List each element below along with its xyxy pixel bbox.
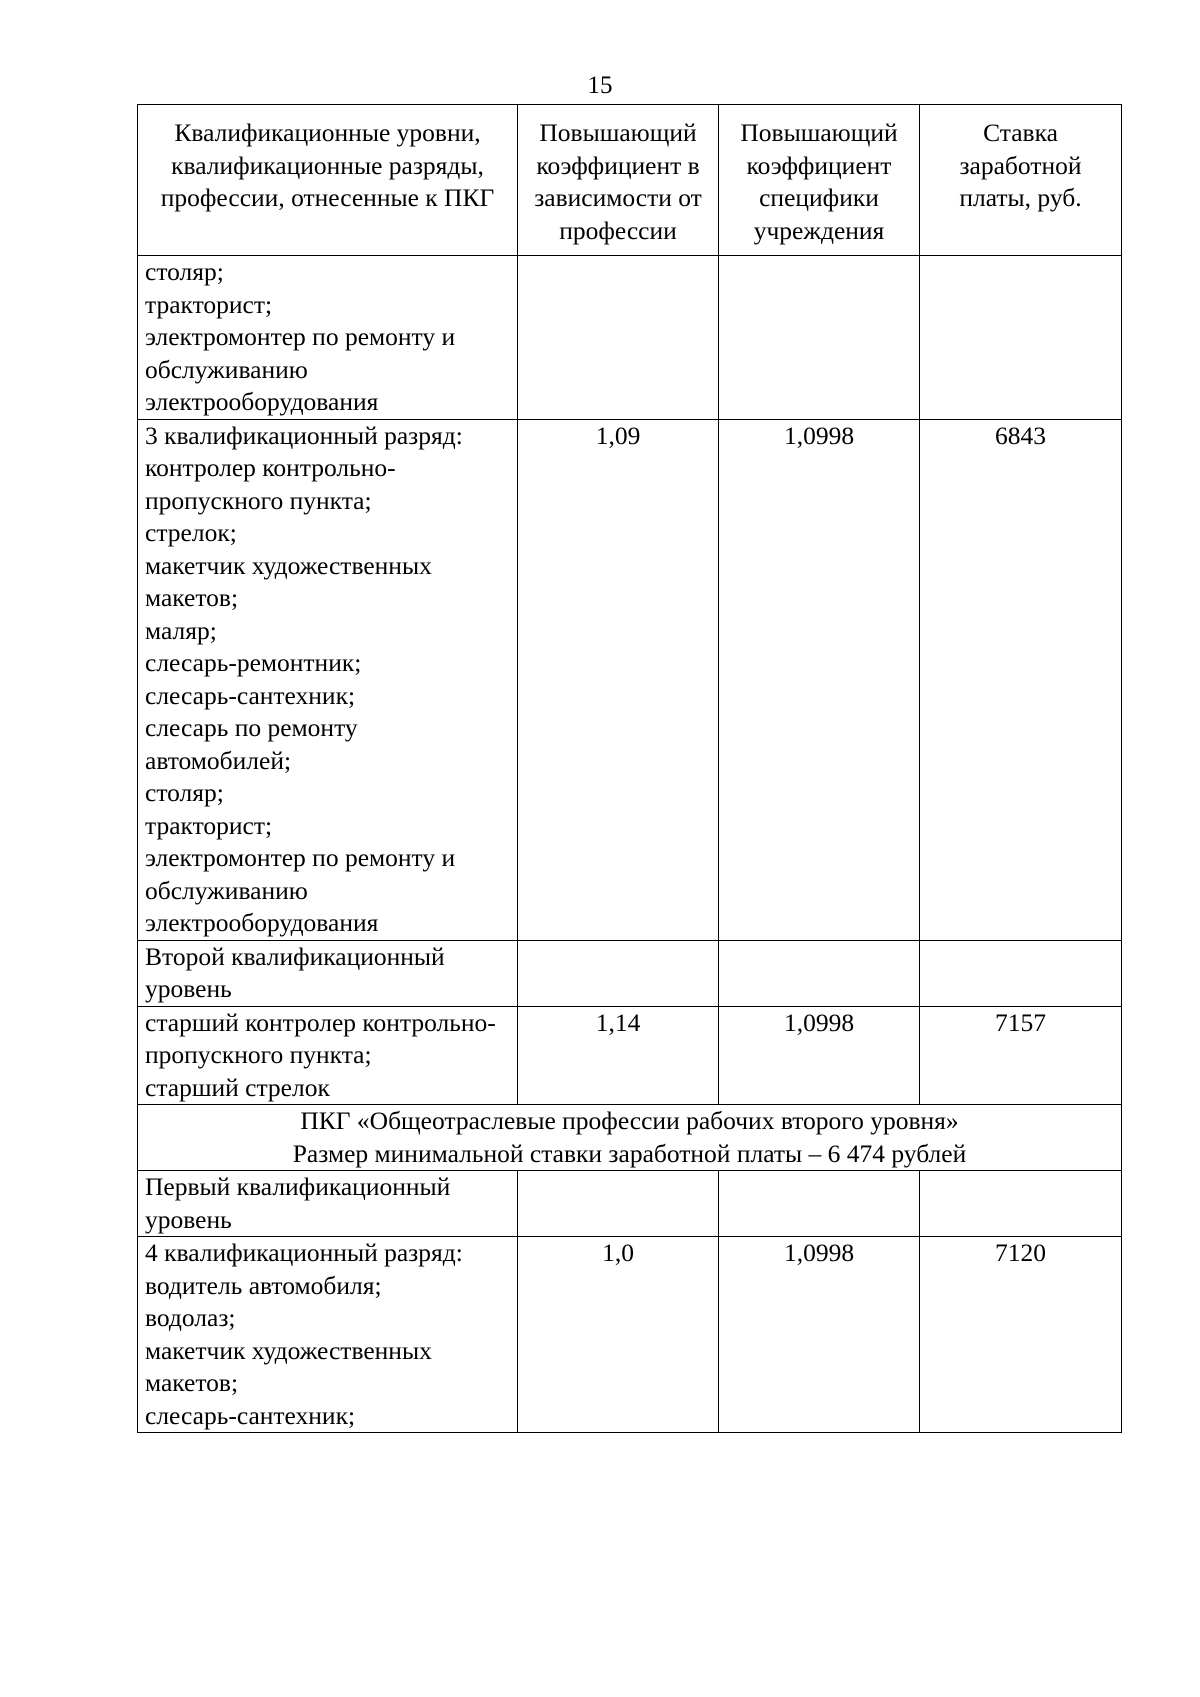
salary-rate-cell: 7120 — [920, 1237, 1122, 1433]
profession-line: макетчик художественных макетов; — [145, 550, 432, 612]
qualification-level-cell — [138, 940, 518, 1006]
salary-rate-cell: 6843 — [920, 419, 1122, 940]
table-row — [138, 256, 1122, 420]
table-row — [138, 1237, 1122, 1433]
profession-line: тракторист; — [145, 810, 273, 840]
section-row — [138, 1105, 1122, 1171]
profession-cell — [138, 256, 518, 420]
salary-rate-cell: 7157 — [920, 1006, 1122, 1105]
profession-line: электромонтер по ремонту и обслуживанию электрооборудования — [145, 843, 456, 937]
profession-line: водитель автомобиля; — [145, 1270, 382, 1300]
profession-line: тракторист; — [145, 289, 273, 319]
profession-cell — [138, 1237, 518, 1433]
profession-coefficient-cell: 1,0 — [518, 1237, 719, 1433]
header-institution-coefficient: Повышающий коэффициент специфики учреждения — [719, 105, 920, 256]
institution-coefficient-cell — [719, 940, 920, 1006]
section-subtitle: Размер минимальной ставки заработной платы – 6 474 рублей — [292, 1138, 967, 1168]
institution-coefficient-cell — [719, 1171, 920, 1237]
profession-line: макетчик художественных макетов; — [145, 1335, 432, 1397]
table-row — [138, 419, 1122, 940]
profession-line: старший контролер контрольно-пропускного пункта; — [145, 1007, 496, 1069]
profession-line: 4 квалификационный разряд: — [145, 1238, 463, 1267]
page-number: 15 — [587, 72, 613, 99]
institution-coefficient-cell: 1,0998 — [719, 1237, 920, 1433]
table-row — [138, 940, 1122, 1006]
header-salary-rate: Ставка заработной платы, руб. — [920, 105, 1122, 256]
institution-coefficient-cell: 1,0998 — [719, 1006, 920, 1105]
salary-table — [137, 104, 1122, 1433]
profession-coefficient-cell — [518, 940, 719, 1006]
table-header-row — [138, 105, 1122, 256]
salary-rate-cell — [920, 940, 1122, 1006]
institution-coefficient-cell — [719, 256, 920, 420]
profession-line: маляр; — [145, 615, 217, 645]
profession-line: старший стрелок — [145, 1072, 330, 1102]
section-title: ПКГ «Общеотраслевые профессии рабочих второго уровня» — [300, 1106, 959, 1135]
profession-cell — [138, 419, 518, 940]
profession-line: столяр; — [145, 778, 224, 807]
salary-rate-cell — [920, 1171, 1122, 1237]
table-row — [138, 1171, 1122, 1237]
profession-line: столяр; — [145, 257, 224, 286]
profession-line: электромонтер по ремонту и обслуживанию электрооборудования — [145, 322, 456, 416]
profession-coefficient-cell: 1,09 — [518, 419, 719, 940]
table-row — [138, 1006, 1122, 1105]
profession-line: стрелок; — [145, 518, 237, 547]
profession-line: водолаз; — [145, 1303, 236, 1332]
profession-line: слесарь по ремонту автомобилей; — [145, 713, 358, 775]
profession-coefficient-cell — [518, 256, 719, 420]
profession-cell — [138, 1006, 518, 1105]
qualification-level-label: Второй квалификационный уровень — [145, 941, 445, 1003]
profession-coefficient-cell: 1,14 — [518, 1006, 719, 1105]
profession-line: слесарь-ремонтник; — [145, 648, 362, 677]
qualification-level-cell — [138, 1171, 518, 1237]
profession-coefficient-cell — [518, 1171, 719, 1237]
profession-line: слесарь-сантехник; — [145, 1400, 356, 1430]
header-qualification-levels: Квалификационные уровни, квалификационные разряды, профессии, отнесенные к ПКГ — [138, 105, 518, 256]
salary-rate-cell — [920, 256, 1122, 420]
profession-line: контролер контрольно-пропускного пункта; — [145, 453, 396, 515]
header-profession-coefficient: Повышающий коэффициент в зависимости от профессии — [518, 105, 719, 256]
institution-coefficient-cell: 1,0998 — [719, 419, 920, 940]
profession-line: 3 квалификационный разряд: — [145, 420, 463, 450]
section-header-cell — [138, 1105, 1122, 1171]
qualification-level-label: Первый квалификационный уровень — [145, 1172, 451, 1234]
profession-line: слесарь-сантехник; — [145, 680, 356, 710]
